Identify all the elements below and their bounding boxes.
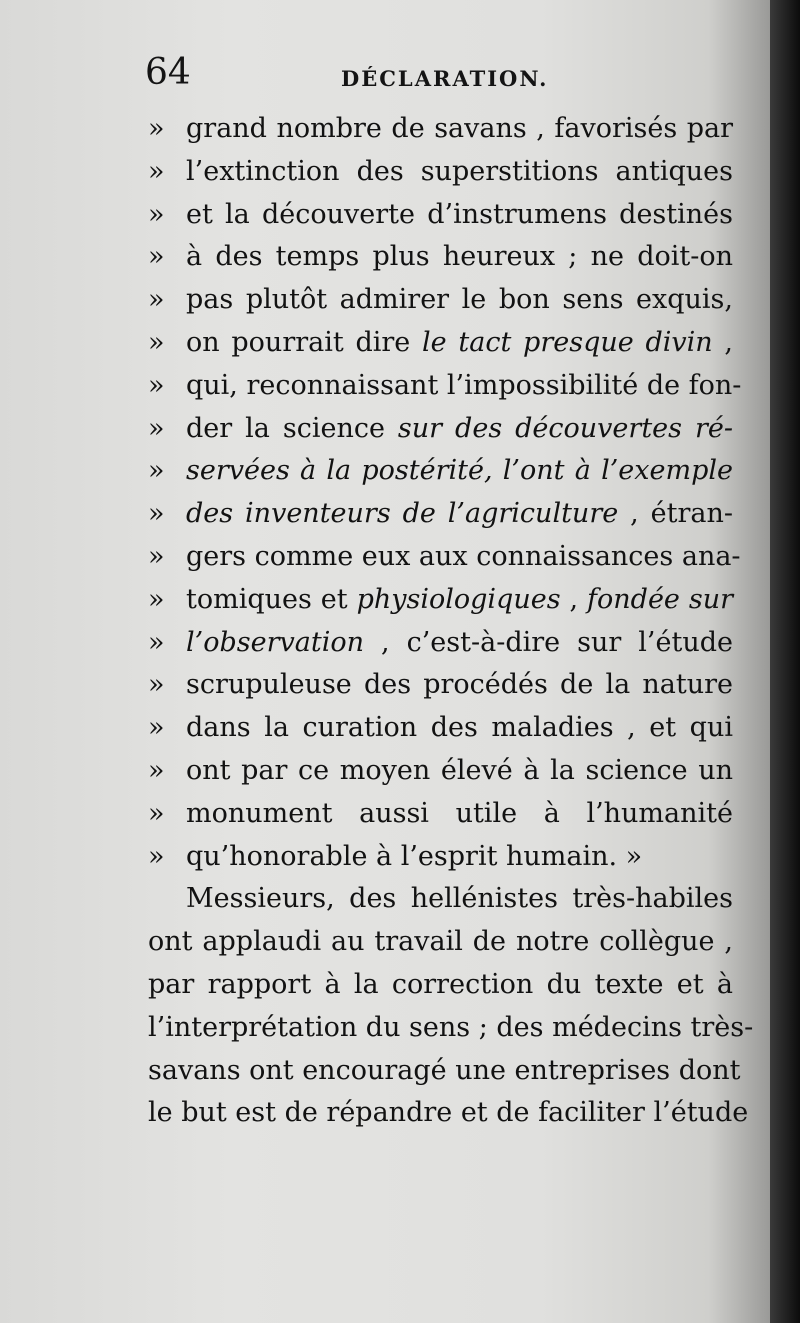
italic-text: physiologiques	[356, 583, 561, 615]
quote-mark: »	[148, 369, 165, 401]
quote-mark: »	[148, 669, 165, 701]
quote-mark: »	[148, 155, 165, 187]
text-line	[148, 408, 733, 451]
text-segment: savans ont encouragé une entreprises dont	[148, 1054, 741, 1086]
text-segment: grand nombre de savans , favorisés par	[186, 113, 733, 144]
text-segment: Messieurs, des hellénistes très-habiles	[186, 883, 733, 915]
text-segment: l’interprétation du sens ; des médecins très-	[148, 1011, 754, 1043]
text-segment: pas plutôt admirer le bon sens exquis,	[186, 284, 733, 316]
text-line	[148, 322, 733, 365]
text-segment: ,	[560, 583, 588, 615]
italic-text: fondée sur	[587, 583, 733, 615]
text-line	[148, 750, 733, 793]
quote-mark: »	[148, 455, 165, 487]
text-line	[148, 151, 733, 194]
text-line	[148, 836, 733, 879]
book-binding-edge	[770, 0, 800, 1323]
text-segment: l’extinction des superstitions antiques	[186, 155, 733, 187]
text-line	[148, 1007, 754, 1050]
text-line	[148, 707, 733, 750]
text-segment: monument aussi utile à l’humanité	[186, 797, 733, 829]
text-segment: tomiques et	[186, 583, 357, 615]
quote-mark: »	[148, 583, 165, 615]
text-segment: , c’est-à-dire sur l’étude	[363, 626, 733, 658]
quote-mark: »	[148, 113, 165, 144]
quote-mark: »	[148, 284, 165, 316]
quote-mark: »	[148, 412, 165, 444]
quote-mark: »	[148, 198, 165, 230]
text-line	[148, 921, 733, 964]
text-segment: et la découverte d’instrumens destinés	[186, 198, 733, 230]
page-number: 64	[145, 52, 191, 93]
text-line	[148, 1050, 741, 1093]
quote-mark: »	[148, 626, 165, 658]
text-line	[148, 1092, 749, 1135]
body-text	[148, 108, 754, 1135]
text-line	[148, 493, 733, 536]
text-segment: dans la curation des maladies , et qui	[186, 712, 733, 744]
text-line	[148, 236, 733, 279]
text-segment: gers comme eux aux connaissances ana-	[186, 540, 741, 572]
text-line	[148, 579, 733, 622]
text-line	[148, 664, 733, 707]
text-line	[148, 279, 733, 322]
italic-text: l’observation	[186, 626, 364, 658]
quote-mark: »	[148, 326, 165, 358]
quote-mark: »	[148, 797, 165, 829]
text-line	[148, 622, 733, 665]
page-header	[145, 52, 735, 96]
text-line	[148, 365, 742, 408]
italic-text: servées à la postérité, l’ont à l’exemple	[186, 455, 733, 487]
quote-mark: »	[148, 754, 165, 786]
text-line	[148, 194, 733, 237]
text-line	[148, 964, 733, 1007]
text-segment: à des temps plus heureux ; ne doit-on	[186, 241, 733, 273]
text-segment: ont par ce moyen élevé à la science un	[186, 754, 733, 786]
text-segment: par rapport à la correction du texte et à	[148, 968, 733, 1000]
italic-text: des inventeurs de l’agriculture	[186, 498, 619, 530]
text-segment: ont applaudi au travail de notre collègue ,	[148, 926, 733, 958]
text-segment: qui, reconnaissant l’impossibilité de fon-	[186, 369, 742, 401]
text-line	[148, 450, 733, 493]
quote-mark: »	[148, 498, 165, 530]
quote-mark: »	[148, 712, 165, 744]
text-line	[148, 878, 733, 921]
text-segment: , étran-	[618, 498, 734, 530]
text-segment: scrupuleuse des procédés de la nature	[186, 669, 733, 701]
quote-mark: »	[148, 540, 165, 572]
text-segment: der la science	[186, 412, 398, 444]
quote-mark: »	[148, 241, 165, 273]
italic-text: sur des découvertes ré-	[397, 412, 733, 444]
text-segment: le but est de répandre et de faciliter l’étude	[148, 1097, 749, 1129]
text-segment: on pourrait dire	[186, 326, 423, 358]
text-line	[148, 108, 733, 151]
text-segment: qu’honorable à l’esprit humain. »	[186, 840, 643, 872]
text-line	[148, 793, 733, 836]
text-line	[148, 536, 741, 579]
text-segment: ,	[712, 326, 733, 358]
quote-mark: »	[148, 840, 165, 872]
running-title: DÉCLARATION.	[341, 66, 549, 91]
italic-text: le tact presque divin	[422, 326, 713, 358]
